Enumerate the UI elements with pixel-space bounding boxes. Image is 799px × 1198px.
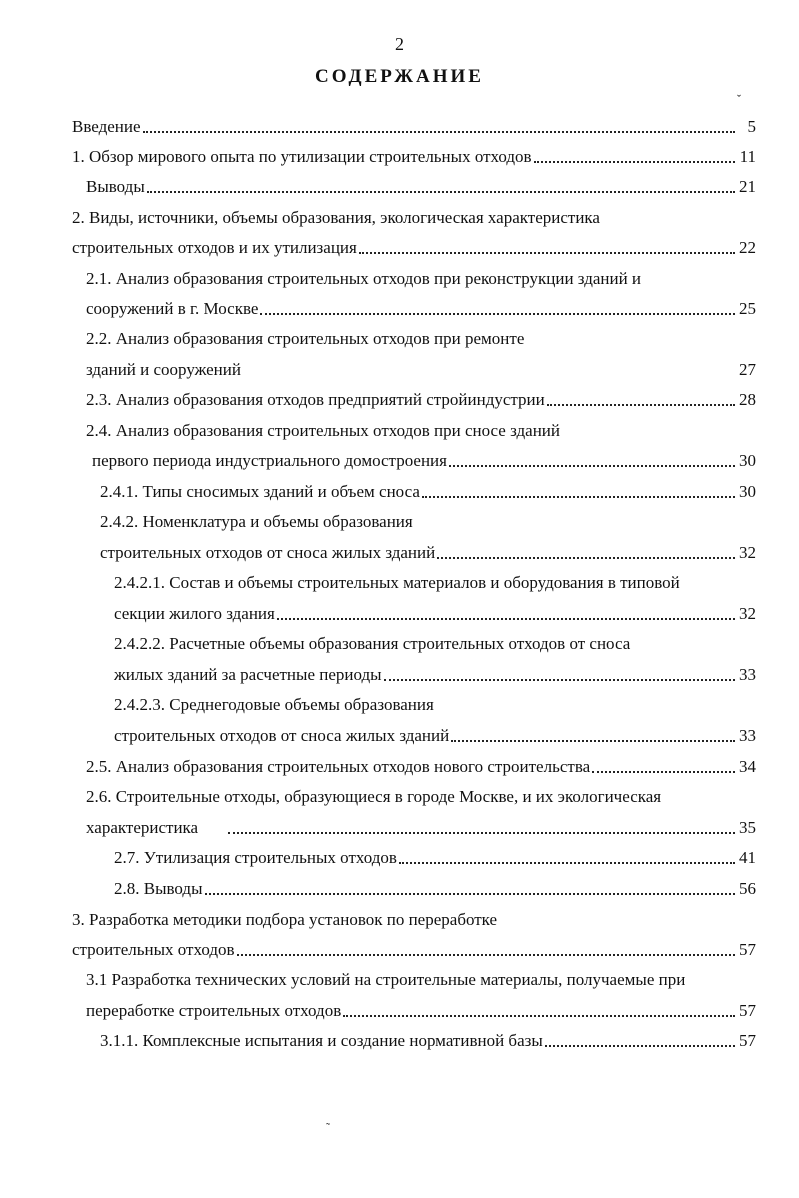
toc-entry-text: Выводы [86,177,145,196]
toc-entry[interactable] [92,447,756,471]
leader-dots [534,161,735,163]
toc-entry-page: 5 [747,117,756,136]
toc-entry-text: сооружений в г. Москве [86,299,259,318]
leader-dots [205,893,735,895]
toc-entry-page: 21 [739,177,756,196]
toc-entry[interactable] [72,936,756,960]
page-number: 2 [395,34,404,54]
toc-entry[interactable] [86,386,756,410]
toc-entry-text: 2.4.2.1. Состав и объемы строительных материалов и оборудования в типовой [114,573,680,592]
toc-entry-first-line[interactable] [114,569,756,593]
toc-entry-text: 2.4. Анализ образования строительных отходов при сносе зданий [86,421,560,440]
toc-entry-text: 3. Разработка методики подбора установок по переработке [72,910,498,929]
toc-entry-page: 22 [739,238,756,257]
toc-entry-text: 1. Обзор мирового опыта по утилизации строительных отходов [72,147,532,166]
leader-dots [243,374,735,376]
toc-entry-text: 2.2. Анализ образования строительных отходов при ремонте [86,329,525,348]
toc-entry-page: 27 [739,360,756,379]
toc-entry-first-line[interactable] [114,630,756,654]
toc-entry-first-line[interactable] [86,783,756,807]
document-title: СОДЕРЖАНИЕ [315,66,484,87]
toc-entry-first-line[interactable] [86,265,756,289]
toc-entry-first-line[interactable] [86,325,756,349]
toc-entry[interactable] [72,113,756,137]
toc-entry[interactable] [86,173,756,197]
toc-entry-text: характеристика [86,818,199,837]
toc-entry-text: 2.4.2.2. Расчетные объемы образования строительных отходов от сноса [114,634,631,653]
toc-entry-page: 41 [739,848,756,867]
toc-entry-page: 33 [739,726,756,745]
toc-entry-page: 11 [739,147,756,166]
toc-entry-text: 3.1.1. Комплексные испытания и создание нормативной базы [100,1031,543,1050]
toc-entry-text: зданий и сооружений [86,360,241,379]
toc-entry-text: 2.3. Анализ образования отходов предприятий стройиндустрии [86,390,545,409]
leader-dots [228,832,735,834]
leader-dots [277,618,735,620]
toc-entry[interactable] [72,234,756,258]
leader-dots [384,679,735,681]
toc-entry[interactable] [100,539,756,563]
toc-entry-page: 35 [739,818,756,837]
toc-entry-text: строительных отходов и их утилизация [72,238,357,257]
toc-entry-page: 25 [739,299,756,318]
toc-entry-text: 2. Виды, источники, объемы образования, экологическая характеристика [72,208,600,227]
toc-entry-page: 57 [739,940,756,959]
toc-entry-first-line[interactable] [72,204,756,228]
toc-entry[interactable] [114,661,756,685]
toc-entry-text: 2.4.2. Номенклатура и объемы образования [100,512,413,531]
leader-dots [451,740,735,742]
toc-entry[interactable] [86,753,756,777]
toc-entry-text: переработке строительных отходов [86,1001,342,1020]
toc-entry-text: 2.8. Выводы [114,879,203,898]
toc-entry[interactable] [114,600,756,624]
scan-speck: ˜ [326,1120,330,1134]
toc-entry[interactable] [114,722,756,746]
scan-speck: ˇ [737,92,741,106]
leader-dots [437,557,735,559]
toc-entry-first-line[interactable] [114,691,756,715]
toc-entry-first-line[interactable] [86,417,756,441]
toc-entry-page: 32 [739,604,756,623]
toc-entry[interactable] [86,814,756,838]
toc-entry-text: строительных отходов [72,940,235,959]
toc-entry-page: 57 [739,1031,756,1050]
leader-dots [147,191,735,193]
toc-entry-text: жилых зданий за расчетные периоды [114,665,382,684]
toc-entry-text: 3.1 Разработка технических условий на строительные материалы, получаемые при [86,970,686,989]
toc-entry-text: 2.6. Строительные отходы, образующиеся в городе Москве, и их экологическая [86,787,662,806]
toc-entry[interactable] [86,356,756,380]
toc-entry-text: секции жилого здания [114,604,275,623]
toc-entry-first-line[interactable] [100,508,756,532]
toc-entry[interactable] [114,844,756,868]
toc-entry-text: первого периода индустриального домостроения [92,451,447,470]
leader-dots [359,252,735,254]
toc-entry-text: 2.4.2.3. Среднегодовые объемы образования [114,695,434,714]
toc-entry[interactable] [114,875,756,899]
toc-entry[interactable] [72,143,756,167]
leader-dots [449,465,735,467]
toc-entry-text: строительных отходов от сноса жилых зданий [100,543,436,562]
toc-entry-page: 56 [739,879,756,898]
toc-entry-first-line[interactable] [72,906,756,930]
toc-entry-page: 28 [739,390,756,409]
toc-entry-page: 30 [739,451,756,470]
leader-dots [592,771,735,773]
leader-dots [237,954,735,956]
toc-entry[interactable] [86,295,756,319]
toc-entry-text: 2.4.1. Типы сносимых зданий и объем сноса [100,482,420,501]
leader-dots [343,1015,735,1017]
leader-dots [399,862,735,864]
toc-entry-text: 2.1. Анализ образования строительных отходов при реконструкции зданий и [86,269,642,288]
toc-entry[interactable] [86,997,756,1021]
toc-entry-page: 57 [739,1001,756,1020]
toc-entry-text: 2.7. Утилизация строительных отходов [114,848,397,867]
leader-dots [422,496,735,498]
leader-dots [143,131,735,133]
leader-dots [547,404,735,406]
toc-entry-text: Введение [72,117,141,136]
toc-entry-text: строительных отходов от сноса жилых зданий [114,726,450,745]
toc-entry-page: 34 [739,757,756,776]
toc-entry-page: 30 [739,482,756,501]
toc-entry-first-line[interactable] [86,966,756,990]
toc-entry[interactable] [100,478,756,502]
leader-dots [260,313,735,315]
toc-entry[interactable] [100,1027,756,1051]
toc-entry-page: 33 [739,665,756,684]
toc-entry-text: 2.5. Анализ образования строительных отходов нового строительства [86,757,591,776]
leader-dots [545,1045,735,1047]
toc-entry-page: 32 [739,543,756,562]
